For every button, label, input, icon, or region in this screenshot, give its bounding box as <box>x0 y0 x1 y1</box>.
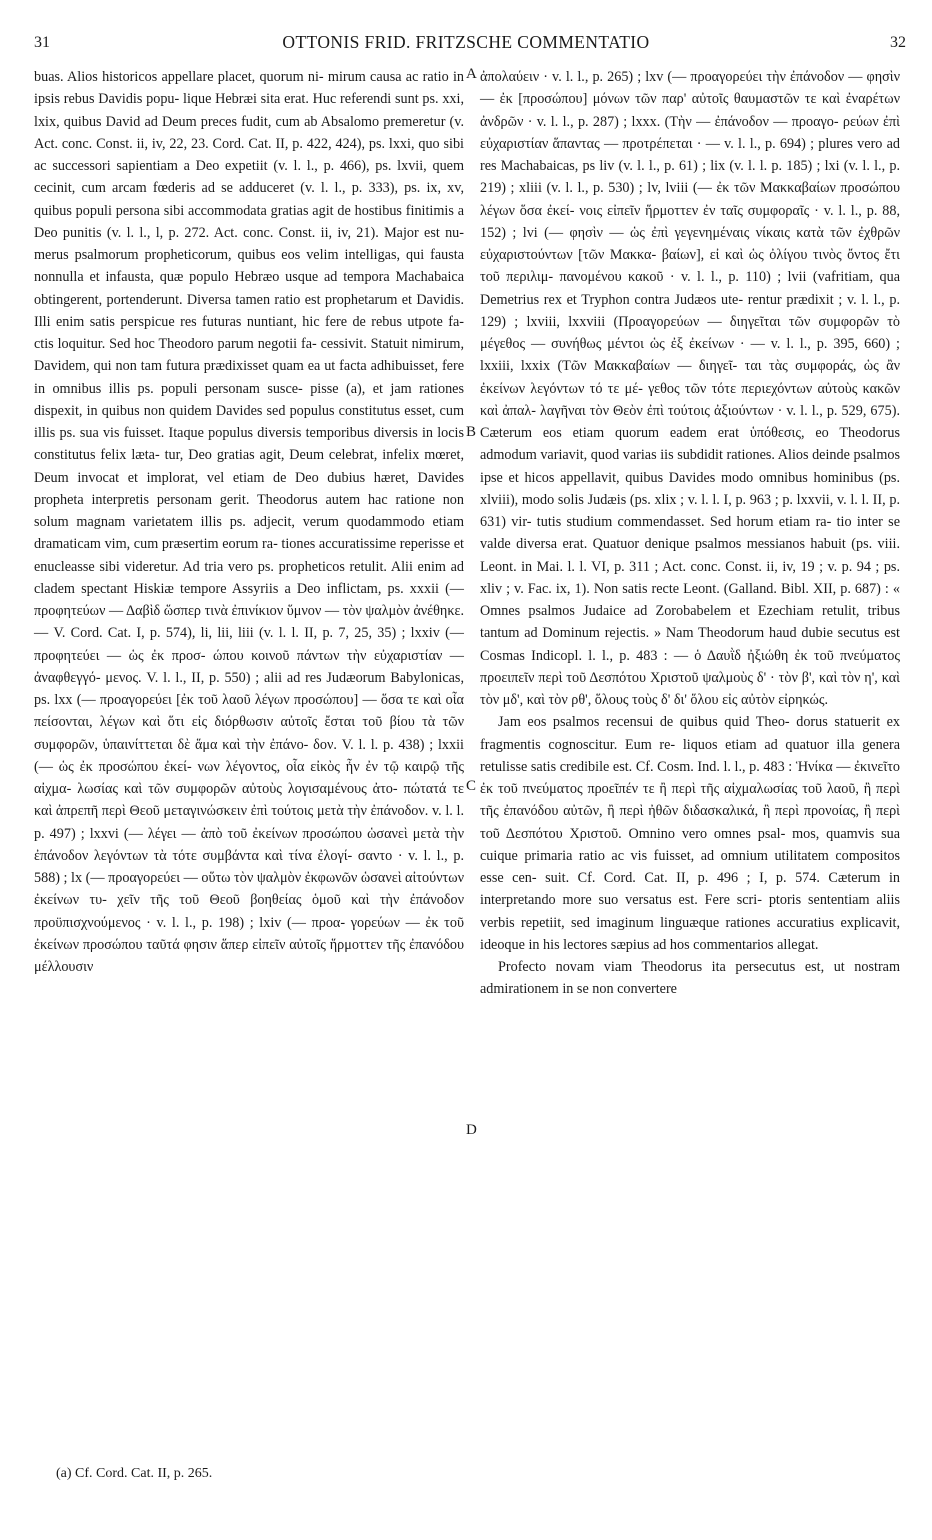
right-paragraph-1: ἀπολαύειν · v. l. l., p. 265) ; lxv (— προαγορεύει τὴν ἐπάνοδον — φησὶν — ἐκ [προσώπου] μόνων τῶν παρ' αὐτοῖς θαυμαστῶν τε καὶ ἐναρέτων ἀνδρῶν · v. l. l., p. 287) ; lxxx. (Τὴν — ἐπάνοδον — προαγο- ρεύων ἐπὶ εὐχαριστίαν ἅπαντας — προτρέπεται · — v. l. l., p. 694) ; plures vero ad res Machabaicas, ps liv (v. l. l., p. 61) ; lix (v. l. l. p. 185) ; lxi (v. l. l., p. 219) ; xliii (v. l. l., p. 530) ; lv, lviii (— ἐκ τῶν Μακκαβαίων προσώπου λέγων ὅσα ἐκεί- νοις εἰπεῖν ἥρμοττεν ἐν ταῖς συμφοραῖς · v. l. l., p. 88, 152) ; lvi (— φησὶν — ὡς ἐπὶ γεγενημέναις νίκαις κατὰ τῶν ἐχθρῶν εὐχαριστούντων [τῶν Μακκα- βαίων], εἰ καὶ ὡς ὀλίγου τινὸς ὄντος ἔτι τοῦ περιλιμ- πανομένου κακοῦ · v. l. l., p. 110) ; lvii (vafritiam, qua Demetrius rex et Tryphon contra Judæos ute- rentur prædixit ; v. l. l., p. 129) ; lxviii, lxxviii (Προαγορεύων — διηγεῖται τῶν συμφορῶν τὸ μέγεθος — συνήθως μέντοι ὡς ἐξ ἐκείνων · — v. l. l., p. 395, 660) ; lxxiii, lxxix (Τῶν Μακκαβαίων — διηγεῖ- ται τὰς συμφοράς, ὡς ἂν ἐκείνων λεγόντων τό τε μέ- γεθος τῶν τότε περιεχόντων αὐτοὺς κακῶν καὶ ἀπαλ- λαγῆναι τὸν Θεὸν ἐπὶ τούτοις ἀξιούντων · v. l. l., p. 529, 675). Cæterum eos etiam quorum eadem erat ὑπόθεσις, eo Theodorus admodum variavit, quod varias iis subdidit rationes. Alios deinde psalmos ipse et hicos appellavit, quibus Davides modo omnibus hominibus (ps. xlviii), modo solis Judæis (ps. xlix ; v. l. l. I, p. 963 ; p. lxxvii, v. l. l. II, p. 631) vir- tutis studium commendasset. Sed horum etiam ra- tio inter se valde diversa erat. Quatuor denique psalmos messianos habuit (ps. viii. Leont. in Mai. l. l. VI, p. 311 ; Act. conc. Const. ii, iv, 19 ; v. p. 94 ; ps. xliv ; v. Fac. ix, 1). Non satis recte Leont. (Galland. Bibl. XII, p. 687) : « Omnes psalmos Judaice ad Zorobabelem et Ezechiam retulit, tribus tantum ad Dominum rejectis. » Nam Theodorum haud dubie secutus est Cosmas Indicopl. l. l., p. 483 : — ὁ Δαυῒδ ἠξιώθη ἐκ τοῦ πνεύματος προειπεῖν περὶ τοῦ Δεσπότου Χριστοῦ ψαλμοὺς δ' · τὸν β', καὶ τὸν η', καὶ τὸν μδ', καὶ τὸν ρθ', ὅλους τοὺς δ' δι' ὅλου εἰς αὐτὸν εἰρηκώς. <box>480 69 900 708</box>
running-title: OTTONIS FRID. FRITZSCHE COMMENTATIO <box>282 32 650 52</box>
left-column <box>34 66 464 978</box>
margin-marker-a: A <box>466 66 477 82</box>
page-number-left: 31 <box>34 34 50 51</box>
margin-marker-d: D <box>466 1122 477 1138</box>
margin-marker-c: C <box>466 778 477 794</box>
page-number-right: 32 <box>890 34 906 51</box>
page-header <box>26 28 906 54</box>
left-paragraph-1: buas. Alios historicos appellare placet, quorum ni- mirum causa ac ratio in ipsis rebus Davidis popu- lique Hebræi sita erat. Huc referendi sunt ps. xxi, lxix, quibus David ad Deum preces fudit, cum ab Absalomo premeretur (v. Act. conc. Const. ii, iv, 22, 23. Cord. Cat. II, p. 422, 424), ps. lxxi, quo sibi ac successori sapientiam a Deo expetiit (v. l. l., p. 466), ps. lxvii, quem cecinit, cum arcam fœderis ad se adduceret (v. l. l., p. 333), ps. ix, xv, quibus populi persona sibi accommodata gratias agit de hostibus finitimis a Deo punitis (v. l. l., l, p. 272. Act. conc. Const. ii, iv, 21). Major est nu- merus psalmorum propheticorum, quibus eos velim intelligas, qui fausta nonnulla et infausta, quæ populo Hebræo usque ad tempora Machabaica obtingerent, portenderunt. Diversa tamen ratio est prophetarum et Davidis. Illi enim satis perspicue res futuras nuntiant, hic fere de rebus utpote fa- ctis loquitur. Sed hoc Theodoro parum negotii fa- cessivit. Statuit nimirum, Davidem, qui non tam futura prædixisset quam ea ut facta adhibuisset, fere in omnibus illis ps. populi personam susce- pisse (a), et jam rationes dispexit, in quibus non quidem Davides sed populus constitutus esset, cum illis ps. sua vis fuisset. Itaque populus diversis temporibus diversis in locis constitutus felix læta- tur, Deo gratias agit, Deum celebrat, infelix mœret, Deum invocat et implorat, vel etiam de Deo dubius hæret, Davides propheta interpretis personam gerit. Theodorus autem hac ratione non solum magnam varietatem illis ps. adjecit, verum quodammodo etiam dramaticam vim, cum præsertim eorum ra- tiones accuratissime reperisse et enucleasse sibi videretur. Ad tria vero ps. propheticos retulit. Alii enim ad cladem spectant Hiskiæ tempore Assyriis a Deo inflictam, ps. xxxii (— προφητεύων — Δαβὶδ ὥσπερ τινὰ ἐπινίκιον ὕμνον — τὸν ψαλμὸν ἀνέθηκε. — V. Cord. Cat. I, p. 574), li, lii, liii (v. l. l. II, p. 7, 25, 35) ; lxxiv (— προφητεύει — ὡς ἐκ προσ- ώπου κοινοῦ πάντων τὴν εὐχαριστίαν — ἀναφθεγγό- μενος. V. l. l., II, p. 550) ; alii ad res Judæorum Babylonicas, ps. lxx (— προαγορεύει [ἐκ τοῦ λαοῦ λέγων προσώπου] — ὅσα τε καὶ οἷα πείσονται, λέγων καὶ ὅτι εἰς διόρθωσιν αὐτοῖς ἔσται τοῦ βίου τὰ τῶν συμφορῶν, ὑπαινίττεται δὲ ἅμα καὶ τὴν ἐπάνο- δον. V. l. l. p. 438) ; lxxii (— ὡς ἐκ προσώπου ἐκεί- νων λέγοντος, οἷα εἰκὸς ἦν ἐν τῷ καιρῷ τῆς αἰχμα- λωσίας καὶ τῶν συμφορῶν αὐτοὺς λογισαμένους ἀτο- πώτατά τε καὶ ἀπρεπῆ περὶ Θεοῦ μεταγινώσκειν ἐπὶ τούτοις μετὰ τὴν ἐπάνοδον. v. l. l. p. 497) ; lxxvi (— λέγει — ἀπὸ τοῦ ἐκείνων προσώπου ὡσανεὶ μετὰ τὴν ἐπάνοδον λεγόντων τὰ τότε συμβάντα καὶ τίνα ἐλογί- σαντο · v. l. l., p. 588) ; lx (— προαγορεύει — οὕτω τὸν ψαλμὸν ἐκφωνῶν ὡσανεὶ αἰτούντων ἐκείνων τυ- χεῖν τῆς τοῦ Θεοῦ βοηθείας ὁμοῦ καὶ τὴν ἐπάνοδον προϋπισχνούμενος · v. l. l., p. 198) ; lxiv (— προα- γορεύων — ἐκ τοῦ ἐκείνων προσώπου ταῦτά φησιν ἅπερ εἰπεῖν αὐτοῖς ἥρμοττεν τῆς ἐπανόδου μέλλουσιν <box>34 69 464 975</box>
right-column <box>480 66 900 1001</box>
margin-marker-b: B <box>466 424 477 440</box>
right-paragraph-3: Profecto novam viam Theodorus ita persecutus est, ut nostram admirationem in se non convertere <box>480 959 900 998</box>
footnote: (a) Cf. Cord. Cat. II, p. 265. <box>56 1466 213 1481</box>
right-paragraph-2: Jam eos psalmos recensui de quibus quid Theo- dorus statuerit ex fragmentis cognoscitur. Eum re- liquos etiam ad quatuor illa genera retulisse satis credibile est. Cf. Cosm. Ind. l. l., p. 483 : Ἡνίκα — ἐκινεῖτο ἐκ τοῦ πνεύματος προεῖπέν τε ἢ περὶ τῆς αἰχμαλωσίας τοῦ λαοῦ, ἢ περὶ τῆς ἐπανόδου αὐτῶν, ἢ περὶ ἠθῶν διδασκαλικά, ἢ περὶ προνοίας, ἢ περὶ τοῦ Δεσπότου Χριστοῦ. Omnino vero omnes psal- mos, quamvis sua cuique primaria ratio ac vis fuisset, ad omnium utilitatem compositos esse cen- suit. Cf. Cord. Cat. II, p. 496 ; I, p. 574. Cæterum in interpretando more suo versatus est. Fere scri- ptoris sententiam aliis verbis repetiit, sed imaginum linguæque rationes accuratius explicavit, ideoque in his lectores sæpius ad hos commentarios allegat. <box>480 714 900 953</box>
